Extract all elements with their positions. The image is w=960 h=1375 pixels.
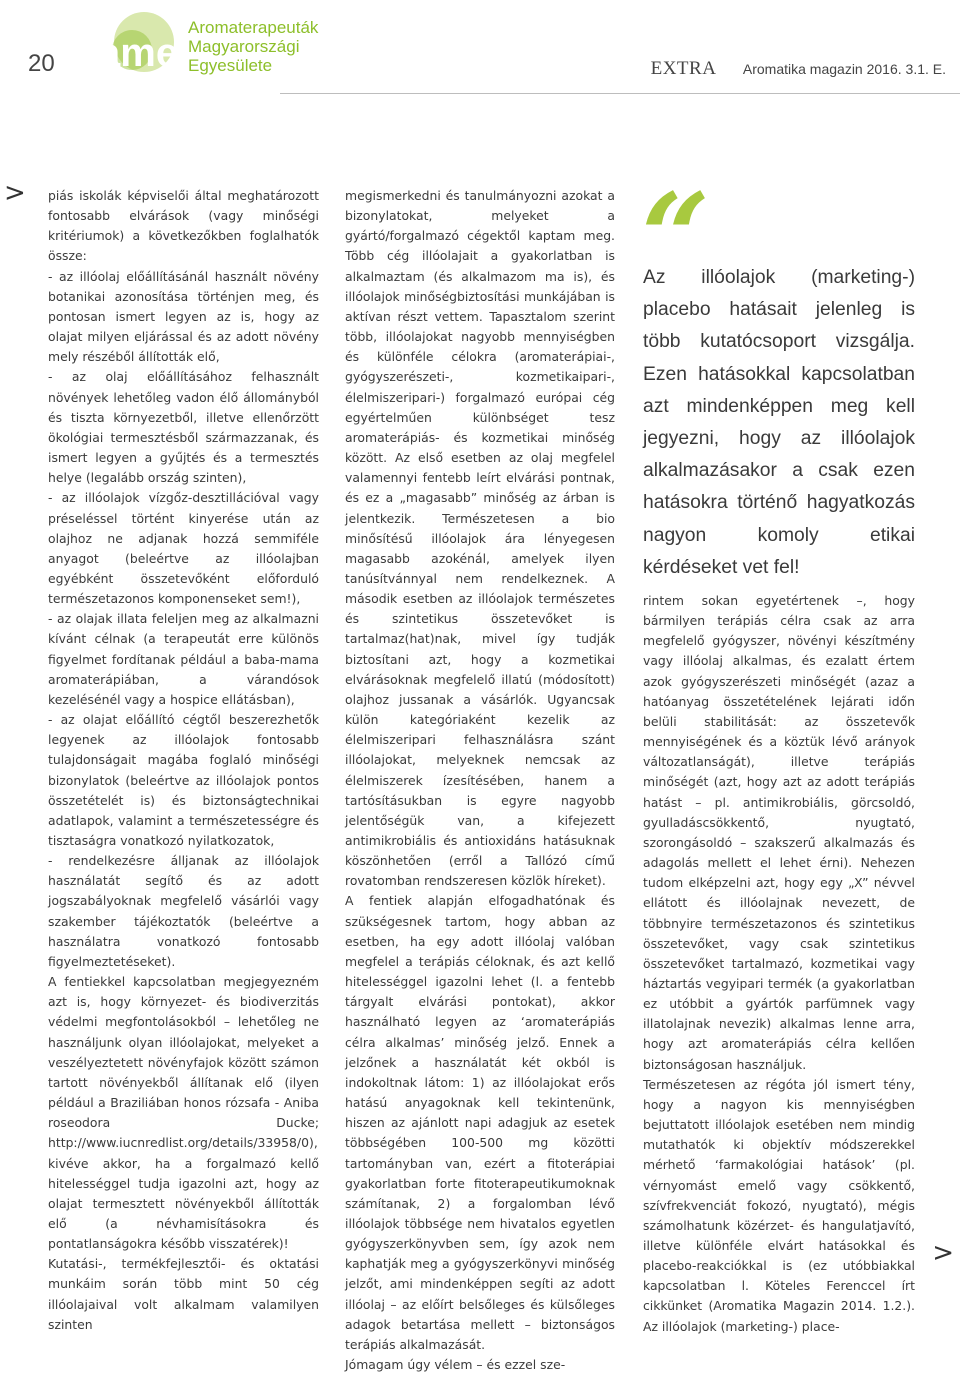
paragraph: - az illóolaj előállításánál használt növény botanikai azonosítása történjen meg, és pontosan ismert legyen az is, hogy az olajat milyen eljárással és az adott növény mely részéből állították elő,	[48, 268, 319, 365]
article-column-3	[643, 591, 915, 1337]
logo-line-1: Aromaterapeuták	[188, 18, 319, 37]
paragraph: rintem sokan egyetértenek –, hogy bármilyen terápiás célra csak az arra megfelelő gyógyszer, növényi készítmény vagy illóolaj alkalmas, és ezalatt értem azok gyógyszerészeti minőségét (azaz a hatóanyag összetételének lejárati időn belüli stabilitását: az összetevők mennyiségének és a köztük lévő arányok változatlanságát), illetve terápiás minőségét (azt, hogy azt az adott terápiás hatást – pl. antimikrobiális, görcsoldó, gyulladáscsökkentő, nyugtató, szorongásoldó – szakszerű alkalmazás és adagolás mellett el lehet érni). Nehezen tudom elképzelni azt, hogy egy „X” névvel ellátott és illóolajnak nevezett, de többnyire természetazonos és szintetikus összetevőket, vagy csak szintetikus összetevőket tartalmazó, kozmetikai vagy háztartás vegyipari termék (a gyakorlatban ez utóbbit a gyártók parfümnek vagy illatolajnak nevezik) alkalmas lenne arra, hogy azt aromaterápiás célra kellően biztonságosan használjuk.	[643, 593, 915, 1072]
paragraph: A fentiekkel kapcsolatban megjegyezném azt is, hogy környezet- és biodiverzitás védelmi megfontolásokból – lehetőleg ne használjunk olyan illóolajokat, melyeket a veszélyeztetett növényfajok között számon tartott növényekből állítanak elő (ilyen például a Braziliában honos rózsafa - Aniba roseodora Ducke; http://www.iucnredlist.org/details/33958/0), kivéve akkor, ha a forgalmazó kellő hitelességgel tudja igazolni azt, hogy az olajat termesztett növényekből állították elő (a névhamisításokra és pontatlanságokra később visszatérek)!	[48, 974, 319, 1252]
ame-logo-mark	[92, 8, 188, 88]
section-label: EXTRA	[650, 58, 717, 79]
continue-marker-top: >	[4, 178, 26, 208]
paragraph: A fentiek alapján elfogadhatónak és szükségesnek tartom, hogy abban az esetben, ha egy adott illóolaj valóban megfelel a terápiás céloknak, és azt kellő hitelességgel igazolni lehet (l. a fentebb tárgyalt elvárási pontokat), akkor használható legyen az ‘aromaterápiás célra alkalmas’ minőség jelző. Ennek a jelzőnek a használatát két okból is indokoltnak látom: 1) az illóolajokat erős hatású anyagoknak kell tekintenünk, hiszen az ajánlott napi adagjuk az esetek többségében 100-500 mg közötti tartományban van, ezért a fitoterápiai gyakorlatban forte fitoterapeutikumoknak számítanak, 2) a forgalomban lévő illóolajok többsége nem hivatalos egyetlen gyógyszerkönyvben sem, így azok nem kaphatják meg a gyógyszerkönyvi minőség jelzőt, ami mindenképpen segíti az adott illóolaj – az előírt belsőleges és külsőleges adagok betartása mellett – biztonságos terápiás alkalmazását.	[345, 893, 615, 1352]
header-divider	[280, 93, 960, 94]
paragraph: - az illóolajok vízgőz-desztillációval vagy préseléssel történt kinyerése után az olajhoz ne adjanak hozzá semmiféle anyagot (beleértve az illóolajban egyébként összetevőként előforduló természetazonos komponenseket sem!),	[48, 490, 319, 607]
logo-mark-text: ame	[98, 31, 179, 75]
quote-mark-icon	[641, 167, 721, 308]
page-number: 20	[28, 50, 55, 77]
paragraph: Természetesen az régóta jól ismert tény, hogy a nagyon kis mennyiségben bejuttatott illóolajok esetében nem mindig mutathatók ki objektív módszerekkel mérhető ‘farmakológiai hatások’ (pl. vérnyomást emelő vagy csökkentő, szívfrekvenciát fokozó, nyugtató), mégis számolhatunk közérzet- és hangulatjavító, illetve különféle elvárt hatásokkal és placebo-reakciókkal is (ez utóbbiakkal kapcsolatban l. Köteles Ferenccel írt cikkünket (Aromatika Magazin 2014. 1.2.). Az illóolajok (marketing-) place-	[643, 1076, 915, 1334]
issue-label: Aromatika magazin 2016. 3.1. E.	[742, 61, 946, 77]
running-header	[651, 58, 946, 80]
association-logo	[92, 8, 352, 88]
logo-line-2: Magyarországi	[188, 37, 300, 56]
paragraph: - az olajat előállító cégtől beszerezhetők legyenek az illóolajok fontosabb tulajdonságait magába foglaló minőségi bizonylatok (beleértve az illóolajok pontos összetételét is) és biztonságtechnikai adatlapok, valamint a természetességre és tisztaságra vonatkozó nyilatkozatok,	[48, 712, 319, 848]
paragraph: - az olajak illata feleljen meg az alkalmazni kívánt célnak (a terapeutát erre különös figyelmet fordítanak például a baba-mama aromaterápiában, a várandósok kezelésénél vagy a hospice ellátásban),	[48, 611, 319, 707]
logo-name	[188, 18, 358, 75]
logo-line-3: Egyesülete	[188, 56, 273, 75]
article-column-1	[48, 186, 319, 1335]
paragraph: piás iskolák képviselői által meghatározott fontosabb elvárások (vagy minőségi kritériumok) a következőkben foglalhatók össze:	[48, 188, 319, 264]
continue-marker-bottom: >	[932, 1238, 954, 1268]
paragraph: Jómagam úgy vélem – és ezzel sze-	[345, 1357, 566, 1373]
paragraph: - az olaj előállításához felhasznált növények lehetőleg vadon élő állományból és tiszta környezetből, illetve ellenőrzött ökológiai termesztésből származzanak, és ismert legyen a gyűjtés és a termesztés helye (legalább ország szinten),	[48, 369, 319, 486]
pull-quote: Az illóolajok (marketing-) placebo hatásait jelenleg is több kutatócsoport vizsgálja. Ezen hatásokkal kapcsolatban azt mindenképpen meg kell jegyezni, hogy az illóolajok alkalmazásakor a csak ezen hatásokra történő hagyatkozás nagyon komoly etikai kérdéseket vet fel!	[643, 267, 915, 578]
paragraph: - rendelkezésre álljanak az illóolajok használatát segítő és az adott jogszabályoknak megfelelő vásárlói vagy szakember tájékoztatók (beleértve a használatra vonatkozó fontosabb figyelmeztetéseket).	[48, 853, 319, 969]
article-column-2	[345, 186, 615, 1375]
quote-mark-glyph: “	[641, 167, 711, 308]
paragraph: megismerkedni és tanulmányozni azokat a bizonylatokat, melyeket a gyártó/forgalmazó cégektől kaptam meg. Több cég illóolajait a gyakorlatban is alkalmaztam (és alkalmazom ma is), és illóolajok minőségbiztosítási munkájában is aktívan részt vettem. Tapasztalom szerint több, illóolajokat nagyobb mennyiségben és különféle célokra (aromaterápiai-, gyógyszerészeti-, kozmetikaipari-, élelmiszeripari-) forgalmazó európai cég egyértelműen különbséget tesz aromaterápiás- és kozmetikai minőség között. Az első esetben az olaj megfelel valamennyi fentebb leírt elvárási pontnak, és ez a „magasabb” minőség az árban is jelentkezik. Természetesen a bio minősítésű illóolajok ára lényegesen magasabb azokénál, amelyek ilyen tanúsítvánnyal nem rendelkeznek. A második esetben az illóolajok természetes és szintetikus összetevőket is tartalmaz(hat)nak, mivel így tudják biztosítani azt, hogy a kozmetikai elvárásoknak megfelelő illatú (módosított) olajhoz jussanak a vásárlók. Ugyancsak külön kategóriaként kezelik az élelmiszeripari felhasználásra szánt illóolajokat, melyeknek nemcsak az élelmiszerek ízesítésében, hanem a tartósításukban is egyre nagyobb jelentőségük van, a kifejezett antimikrobiális és antioxidáns hatásuknak köszönhetően (erről a Tallózó című rovatomban rendszeresen közlök híreket).	[345, 188, 615, 889]
paragraph: Kutatási-, termékfejlesztői- és oktatási munkáim során több mint 50 cég illóolajaival volt alkalmam valamilyen szinten	[48, 1256, 319, 1332]
